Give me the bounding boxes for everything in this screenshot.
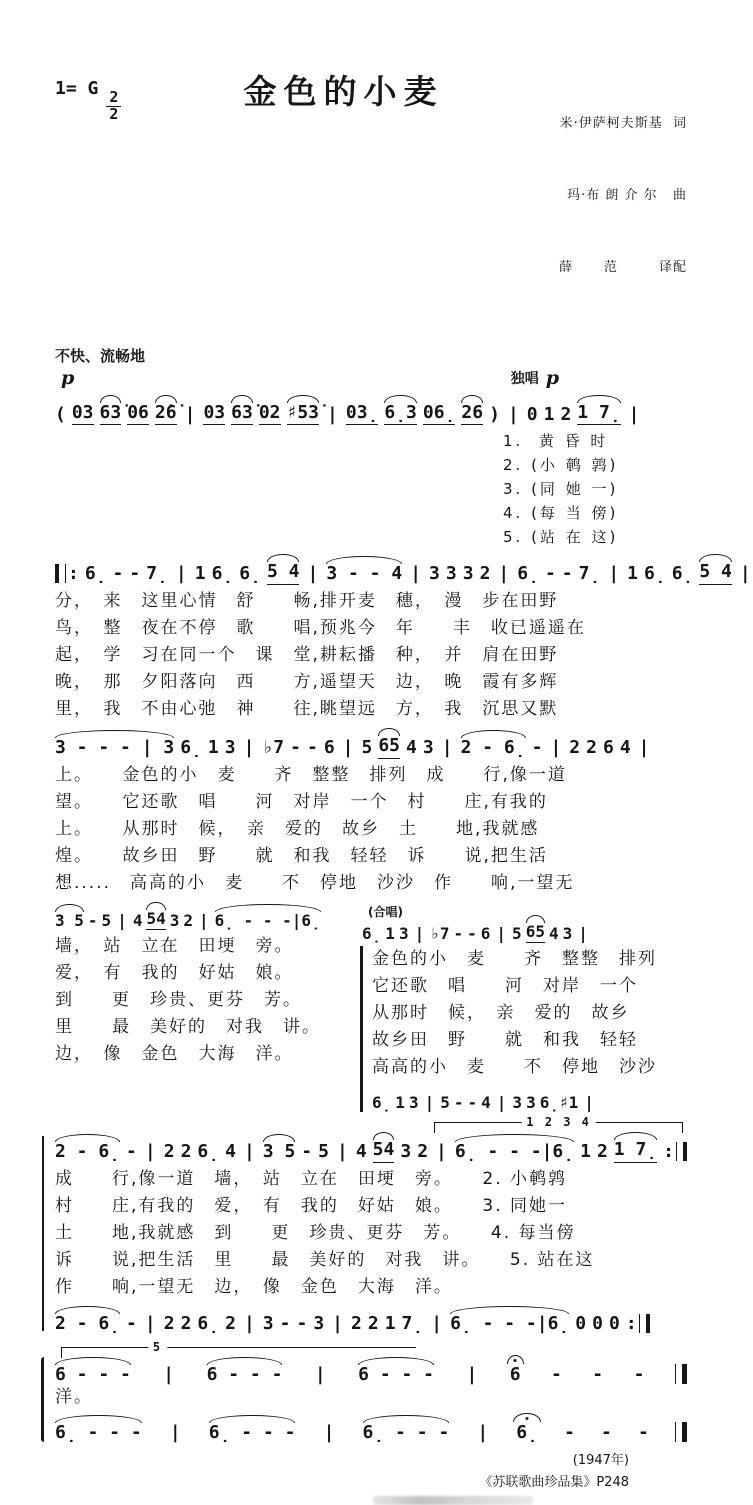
note-token: 2 (180, 1141, 192, 1163)
note-token: | (496, 923, 507, 943)
lyrics-line: 煌。 故乡田 野 就 和我 轻轻 诉 说,把生活 (55, 845, 548, 866)
note-token: | (336, 1141, 348, 1163)
note-token: | (314, 1363, 326, 1385)
note-token: - (467, 923, 477, 943)
note-token: 2 (180, 1313, 192, 1335)
credit-composer: 玛·布 朗 介 尔 曲 (567, 188, 687, 204)
note-token: | (584, 1092, 594, 1112)
lyrics-line: 1. 黄 昏 时 (503, 432, 609, 451)
header (55, 64, 687, 329)
lyrics-line: 成 行,像一道 墙， 站 立在 田埂 旁。 2. 小鹌鹑 (55, 1169, 568, 1190)
note-token: | (431, 1313, 443, 1335)
note-token: | (477, 1422, 489, 1444)
note-token: 54 (373, 1140, 395, 1163)
note-token: | (243, 736, 255, 758)
note-token: 3 (262, 1313, 274, 1335)
credit-lyricist: 米·伊萨柯夫斯基 词 (559, 116, 687, 132)
note-token: 6 (480, 923, 491, 943)
note-token: 6̣ (671, 563, 694, 585)
note-token: - (306, 736, 318, 758)
note-token: 6̣ - - -|6̣ (450, 1313, 570, 1335)
note-token: : (55, 564, 79, 585)
note-token: 7̣ (146, 563, 168, 585)
lyrics-line: 上。 金色的小 麦 齐 整整 排列 成 行,像一道 (55, 764, 567, 785)
lyrics-line: 边， 像 金色 大海 洋。 (55, 1043, 294, 1064)
note-token: 4 (225, 1141, 236, 1163)
note-token: 0 (575, 1313, 587, 1335)
note-token: - (531, 736, 543, 758)
note-token: 2 (479, 563, 491, 585)
note-token (675, 1364, 687, 1386)
solo-label: 独唱 (510, 370, 539, 387)
note-token: - (126, 1141, 137, 1163)
tempo-block (55, 345, 145, 388)
lyrics-line: 金色的小 麦 齐 整整 排列 (372, 948, 658, 969)
note-token: 3 (462, 563, 474, 585)
note-token: 4 (619, 736, 631, 758)
note-token: 06̣ (423, 403, 456, 426)
lyrics-line: 里， 我 不由心弛 神 往,眺望远 方， 我 沉思又默 (55, 698, 559, 719)
note-token: 2 (569, 736, 581, 758)
note-token: 6̣ (197, 1313, 220, 1335)
note-token: | (496, 1092, 507, 1112)
note-token: | (327, 403, 338, 425)
note-token: 3 (400, 1141, 412, 1163)
note-token: 6 (323, 736, 335, 758)
note-token: 7̣ (578, 563, 601, 585)
lyrics-line: 故乡田 野 就 和我 轻轻 (372, 1029, 639, 1050)
system-5-brace (42, 1136, 44, 1330)
note-token: 6 - - - (55, 1363, 131, 1385)
dynamic-p: p (61, 366, 75, 389)
lyrics-line: 诉 说,把生活 里 最 美好的 对我 讲。 5. 站在这 (55, 1250, 595, 1271)
note-token: 6̣ - - -|6̣ (454, 1141, 575, 1163)
note-token: 65 (378, 736, 400, 759)
lyrics-block-5 (55, 1166, 687, 1301)
notation-line-intro (55, 390, 687, 426)
note-token: | (243, 1141, 255, 1163)
notation-line-3 (55, 723, 687, 759)
note-token: 6̣ (372, 1092, 392, 1112)
note-token: 1 7̣ (577, 403, 620, 426)
note-token: 2 (586, 736, 597, 758)
note-token: 6̣ (211, 563, 234, 585)
note-token: 2 (163, 1141, 175, 1163)
lyrics-line: 村 庄,有我的 爱， 有 我的 好姑 娘。 3. 同她一 (55, 1196, 568, 1217)
note-token: - (126, 1313, 137, 1335)
note-token: 2 (417, 1141, 429, 1163)
note-token: 0 (526, 403, 538, 425)
lyrics-line: 起， 学 习在同一个 课 堂,耕耘播 种， 并 肩在田野 (55, 644, 559, 665)
note-token: - (564, 1422, 575, 1444)
note-token: 5 4 (699, 562, 732, 585)
system-4 (55, 897, 687, 1113)
note-token: 6̣3 (384, 403, 417, 426)
system-4-solo-half (55, 897, 352, 1068)
note-token: 03 (72, 403, 94, 426)
note-token: | (410, 563, 422, 585)
credits (502, 64, 687, 329)
system-4-chorus-half (352, 897, 687, 1113)
note-token: 3 (224, 736, 236, 758)
note-token: 06 (127, 403, 149, 426)
volta-label-1234: 1 2 3 4 (521, 1115, 596, 1129)
note-token: 63̇ (231, 403, 253, 426)
note-token: 03 (203, 403, 225, 426)
note-token: - (467, 1092, 478, 1112)
note-token: 6̣♯1 (539, 1092, 579, 1112)
lyrics-line: 它还歌 唱 河 对岸 一个 (372, 975, 639, 996)
note-token: | (144, 1313, 156, 1335)
note-token: | (144, 1141, 156, 1163)
note-token: | (163, 1363, 175, 1385)
notation-line-4-voice2 (372, 1081, 687, 1112)
system-5 (55, 1115, 687, 1335)
lyrics-line: 4. (每 当 傍) (503, 504, 619, 523)
note-token: 4 (481, 1092, 491, 1112)
note-token: - (561, 563, 573, 585)
lyrics-line: 到 更 珍贵、更芬 芳。 (55, 989, 302, 1010)
note-token: | (498, 563, 510, 585)
note-token: 1 (580, 1141, 591, 1163)
note-token: | (466, 1363, 478, 1385)
system-2 (55, 549, 751, 723)
lyrics-block-4-right (372, 946, 687, 1081)
note-token: 3 (422, 736, 434, 758)
tempo-row (55, 345, 687, 388)
lyrics-line: 晚， 那 夕阳落向 西 方,遥望天 边， 晚 霞有多辉 (55, 671, 559, 692)
note-token: | (169, 1422, 181, 1444)
note-token: 6̣ (197, 1141, 220, 1163)
note-token: 63̇ (100, 403, 122, 426)
footer-source: 《苏联歌曲珍品集》P248 (479, 1475, 629, 1491)
note-token (675, 1422, 687, 1444)
note-token: 3 (313, 1313, 325, 1335)
note-token: | (608, 563, 620, 585)
note-token: 1 (194, 563, 206, 585)
note-token: | (578, 923, 588, 943)
note-token: 4 (406, 736, 417, 758)
note-token: 26 (461, 403, 483, 426)
note-token: 7̣ (401, 1313, 424, 1335)
note-token: 65 (526, 923, 545, 943)
note-token: ♯53̇ (287, 403, 320, 426)
note-token: 6̣ (516, 1422, 538, 1444)
note-token: ) (489, 403, 500, 425)
note-token: 2 (163, 1313, 175, 1335)
note-token: 6̣ - - - (362, 1422, 450, 1444)
note-token: 5 (361, 736, 373, 758)
note-token: 6̣ (84, 563, 107, 585)
note-token: 2 - 6̣ (55, 1141, 121, 1163)
note-token: | (175, 563, 187, 585)
lyrics-line: 里 最 美好的 对我 讲。 (55, 1016, 321, 1037)
note-token: 6̣ (239, 563, 261, 585)
note-token: | (424, 1092, 435, 1112)
note-token: 2 (596, 1141, 608, 1163)
lyrics-line: 爱， 有 我的 好姑 娘。 (55, 962, 294, 983)
note-token: | (414, 923, 425, 943)
song-title: 金色的小麦 (243, 72, 444, 111)
tempo-marking: 不快、流畅地 (55, 346, 146, 365)
key-text: 1= G (55, 78, 99, 99)
note-token: 6̣ - - - (55, 1422, 142, 1444)
note-token: ♭7 (430, 923, 450, 943)
chorus-body (360, 946, 687, 1112)
note-token: 02 (259, 403, 281, 426)
time-signature (106, 90, 121, 123)
verse-cue-list (503, 429, 687, 549)
note-token: 3 (408, 1092, 419, 1112)
note-token: : (663, 1142, 687, 1163)
note-token: | (436, 1141, 447, 1163)
note-token: 2 - 6̣ (55, 1313, 121, 1335)
note-token: 3 (445, 563, 457, 585)
note-token: | (117, 910, 127, 930)
system-6-brace (41, 1357, 44, 1442)
note-token: - (633, 1363, 645, 1385)
note-token: | (307, 563, 319, 585)
note-token: | (638, 736, 650, 758)
note-token: 2 (225, 1313, 236, 1335)
note-token: - (592, 1363, 604, 1385)
note-token: 1 (627, 563, 638, 585)
note-token: 6 - - - (358, 1363, 435, 1385)
lyrics-line: 望。 它还歌 唱 河 对岸 一个 村 庄,有我的 (55, 791, 548, 812)
note-token: 5 (318, 1141, 329, 1163)
note-token: 1 (543, 403, 555, 425)
note-token: | (550, 736, 562, 758)
note-token: 1 (385, 923, 395, 943)
lyrics-line: 5. (站 在 这) (503, 528, 619, 547)
note-token: : (626, 1314, 650, 1335)
lyrics-line: 土 地,我就感 到 更 珍贵、更芬 芳。 4. 每当傍 (55, 1223, 576, 1244)
note-token: - (453, 923, 464, 943)
note-token: | (628, 403, 640, 425)
note-token: 1 (207, 736, 219, 758)
lyrics-line: 作 响,一望无 边， 像 金色 大海 洋。 (55, 1277, 453, 1298)
note-token: 3 (512, 1092, 523, 1112)
note-token: - (87, 910, 98, 930)
credit-translator: 薛 范 译配 (559, 260, 687, 276)
notation-line-2 (55, 549, 751, 585)
note-token: 6̣ (644, 563, 666, 585)
footer (55, 1450, 687, 1505)
footer-year: (1947年) (572, 1453, 629, 1469)
system-3 (55, 723, 687, 897)
note-token: 3 (526, 1092, 536, 1112)
time-bottom: 2 (106, 106, 121, 123)
solo-dynamic-p: p (545, 366, 559, 389)
notation-line-5-voice2 (55, 1301, 687, 1335)
note-token: 3 (398, 923, 409, 943)
lyrics-line: 墙， 站 立在 田埂 旁。 (55, 935, 294, 956)
note-token: 3 - - 4 (326, 563, 403, 585)
note-token: - (453, 1092, 464, 1112)
lyrics-block-3 (55, 762, 687, 897)
note-token: 0 (592, 1313, 603, 1335)
lyrics-line: 鸟， 整 夜在不停 歌 唱,预兆今 年 丰 收已遥遥在 (55, 617, 586, 638)
key-signature (55, 64, 185, 123)
note-token: 2 (183, 910, 194, 930)
note-token: | (441, 736, 453, 758)
volta-label-5: 5 (148, 1340, 167, 1354)
note-token: - (112, 563, 124, 585)
note-token: 4 (548, 923, 559, 943)
note-token: - (544, 563, 556, 585)
note-token: 54 (146, 910, 165, 930)
note-token: 2̇6̇ (155, 403, 177, 426)
faint-smudge (373, 1496, 533, 1505)
note-token: | (332, 1313, 343, 1335)
note-token: 5 (101, 910, 112, 930)
lyrics-line: 从那时 候， 亲 爱的 故乡 (372, 1002, 630, 1023)
final-lyric: 洋。 (55, 1387, 93, 1408)
system-6 (55, 1339, 687, 1444)
note-token: 5 4 (267, 562, 300, 585)
note-token: 2 - 6̣ (460, 736, 526, 758)
note-token: - (601, 1422, 612, 1444)
note-token: - (638, 1422, 649, 1444)
lyrics-line: 想..... 高高的小 麦 不 停地 沙沙 作 响,一望无 (55, 872, 575, 893)
note-token: 5 (512, 923, 522, 943)
note-token: ( (55, 403, 66, 425)
note-token: 6 (602, 736, 614, 758)
note-token: ♭7 (262, 736, 285, 758)
note-token: - (301, 1141, 313, 1163)
chorus-label: (合唱) (368, 904, 404, 919)
note-token: 3 - - - | 3 (55, 736, 175, 758)
note-token: 0 (608, 1313, 620, 1335)
lyrics-line: 分， 来 这里心情 舒 畅,排开麦 穗， 漫 步在田野 (55, 590, 559, 611)
note-token: - (290, 736, 301, 758)
note-token: 3 5 (262, 1141, 296, 1163)
lyrics-block-4-left (55, 933, 352, 1068)
note-token: 2 (560, 403, 572, 425)
note-token: - (279, 1313, 291, 1335)
note-token: | (739, 563, 751, 585)
note-token: 1 (384, 1313, 396, 1335)
lyrics-block-2 (55, 588, 687, 723)
note-token: - (296, 1313, 308, 1335)
note-token: - (129, 563, 141, 585)
note-token: 6 (509, 1363, 521, 1385)
note-token: 5 (440, 1092, 450, 1112)
note-token: 03̣ (346, 403, 379, 426)
lyrics-line: 上。 从那时 候， 亲 爱的 故乡 土 地,我就感 (55, 818, 540, 839)
note-token: | (199, 910, 209, 930)
lyrics-line: 高高的小 麦 不 停地 沙沙 (372, 1056, 658, 1077)
note-token: | (243, 1313, 255, 1335)
note-token: 6̣ - - - (208, 1422, 296, 1444)
note-token: 1 (395, 1092, 405, 1112)
note-token: 4 (132, 910, 143, 930)
note-token: 6̣ - - -|6̣ (214, 910, 321, 930)
note-token: 2 (351, 1313, 362, 1335)
volta-bracket-1234 (434, 1115, 683, 1133)
note-token: 3 (429, 563, 440, 585)
notation-line-4-left (55, 897, 352, 930)
note-token: 1 7̣ (614, 1140, 657, 1163)
notation-line-4-right (362, 910, 687, 943)
lyrics-line: 3. (同 她 一) (503, 480, 619, 499)
note-token: 3 (169, 910, 180, 930)
note-token: | (507, 403, 519, 425)
note-token: | (342, 736, 354, 758)
note-token: - (551, 1363, 562, 1385)
system-intro (55, 390, 687, 550)
note-token: 6̣ (517, 563, 539, 585)
note-token: | (323, 1422, 335, 1444)
notation-line-6-voice2 (55, 1409, 687, 1444)
note-token: 6 - - - (206, 1363, 283, 1385)
solo-block (511, 345, 559, 388)
note-token: 3 5 (55, 910, 84, 930)
note-token: 2 (367, 1313, 379, 1335)
lyrics-line: 2. (小 鹌 鹑) (503, 456, 619, 475)
time-top: 2 (109, 88, 119, 106)
note-token: 4 (355, 1141, 367, 1163)
note-token: 6̣ (180, 736, 202, 758)
note-token: 6̣ (362, 923, 382, 943)
note-token: 3 (562, 923, 573, 943)
note-token: | (184, 403, 196, 425)
